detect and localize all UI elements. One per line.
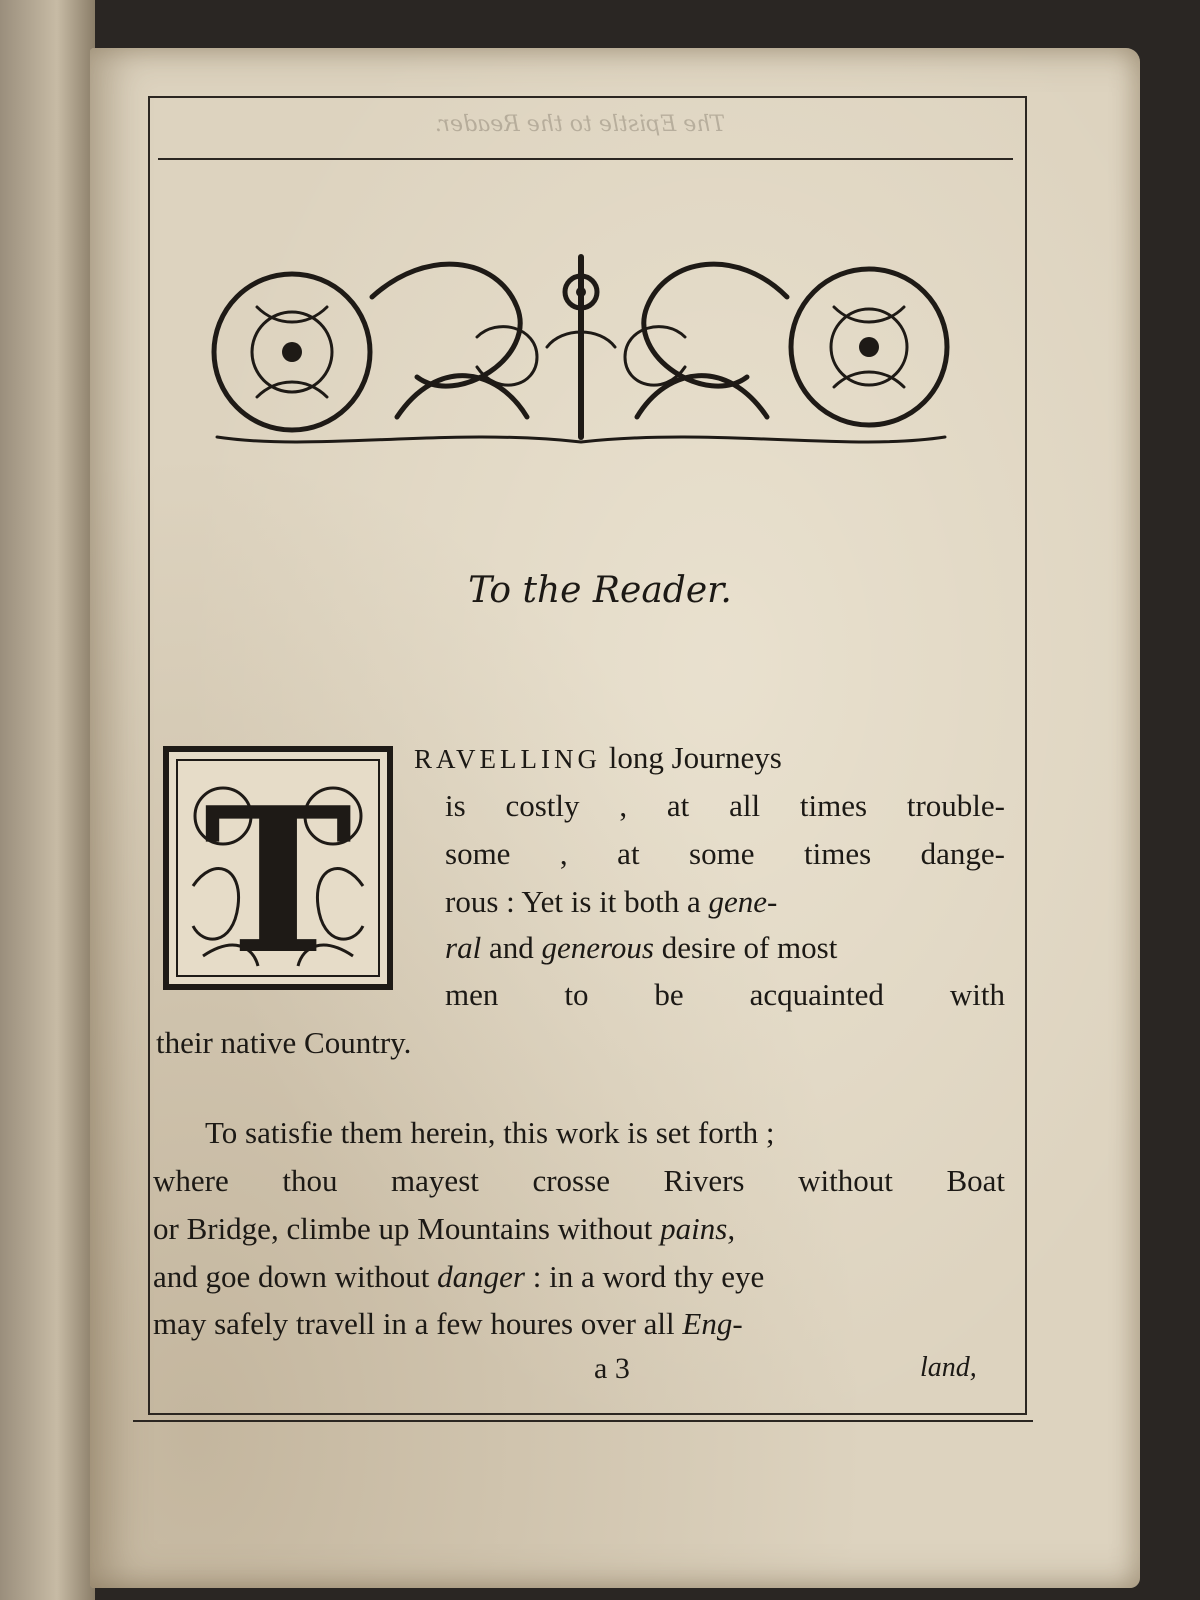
text-span-italic: gene- [708, 884, 778, 919]
text-line: men to be acquainted with [445, 977, 1005, 1012]
ornamental-headpiece [197, 237, 965, 457]
text-span-italic: ral [445, 930, 482, 965]
text-line: where thou mayest crosse Rivers without Boat [153, 1163, 1005, 1198]
drop-cap-letter: T [203, 764, 353, 990]
text-span-smallcaps: RAVELLING [414, 744, 601, 774]
text-span-italic: generous [541, 930, 654, 965]
text-span: and [488, 930, 534, 965]
text-line [153, 1259, 1005, 1295]
text-span: : in a word thy eye [532, 1259, 765, 1294]
text-line [414, 740, 1004, 776]
signature-mark: a 3 [594, 1352, 630, 1385]
section-title: To the Reader. [468, 570, 732, 611]
text-line: their native Country. [156, 1025, 412, 1060]
text-line: some , at some times dange- [445, 836, 1005, 871]
text-line [153, 1306, 1005, 1342]
header-rule [158, 158, 1013, 160]
text-span: and goe down without [153, 1259, 430, 1294]
text-span-italic: pains, [660, 1211, 736, 1246]
text-span-italic: danger [437, 1259, 525, 1294]
text-span: or Bridge, climbe up Mountains without [153, 1211, 653, 1246]
text-line [445, 930, 1005, 966]
text-span: long Journeys [608, 740, 782, 775]
text-span: rous : Yet is it both a [445, 884, 701, 919]
catchword: land, [920, 1352, 977, 1383]
text-span-italic: Eng- [682, 1306, 743, 1341]
text-span: may safely travell in a few houres over all [153, 1306, 675, 1341]
footer-rule [133, 1420, 1033, 1422]
text-span: desire of most [661, 930, 838, 965]
text-line: To satisfie them herein, this work is set forth ; [205, 1115, 775, 1150]
text-line [153, 1211, 1005, 1247]
drop-cap-initial [163, 746, 393, 990]
facing-page-edge [0, 0, 95, 1600]
text-line [445, 884, 1005, 920]
show-through-running-head: The Epistle to the Reader. [434, 112, 726, 137]
text-line: is costly , at all times trouble- [445, 788, 1005, 823]
